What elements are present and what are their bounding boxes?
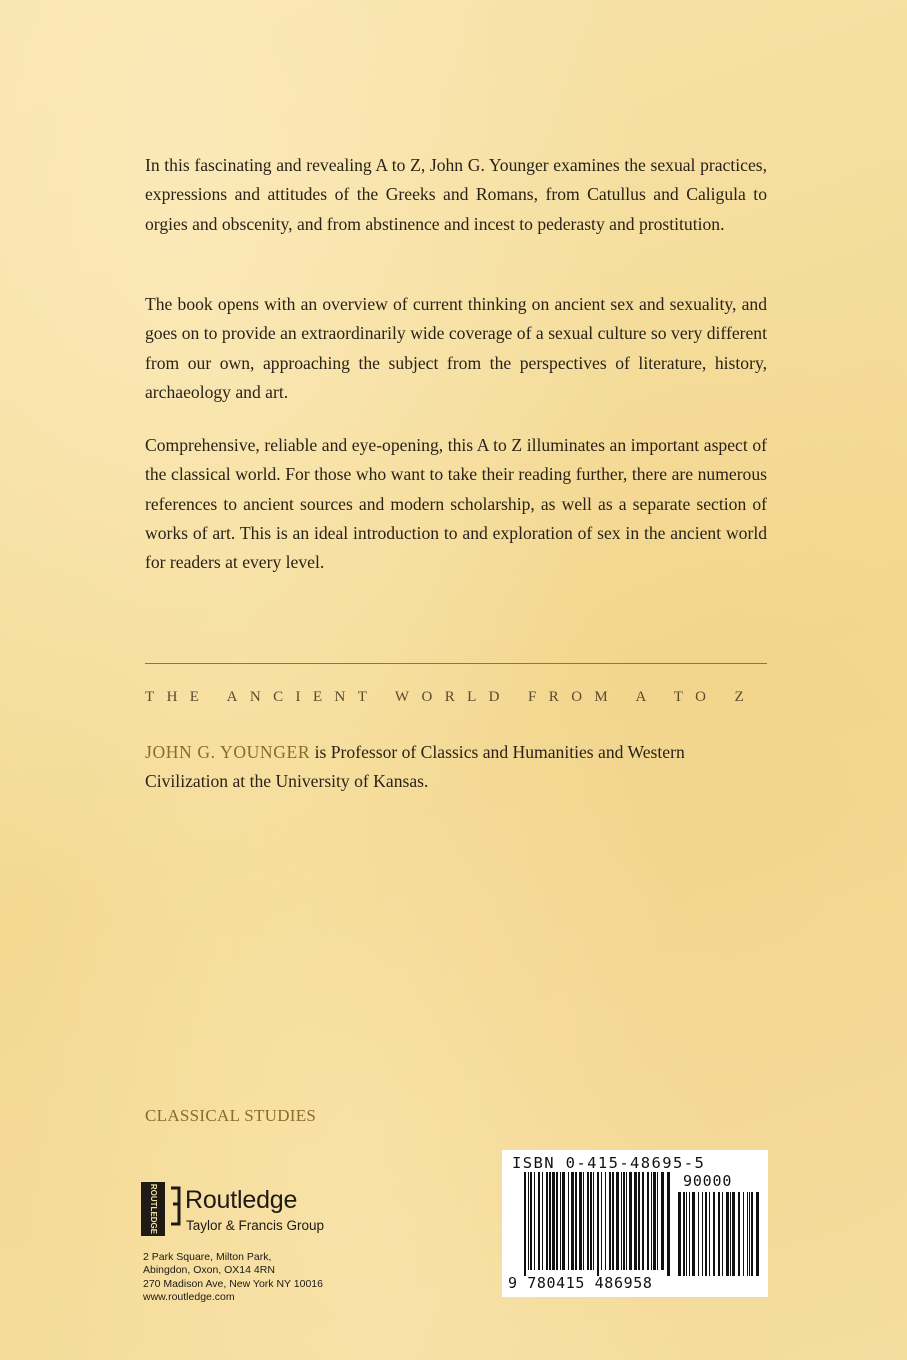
barcode-bar [571, 1172, 574, 1270]
publisher-logo [141, 1182, 361, 1242]
barcode-bar [556, 1172, 558, 1270]
barcode-bar [583, 1172, 584, 1270]
barcode-bar [653, 1172, 656, 1270]
barcode-bar [698, 1192, 699, 1276]
author-bio-text: is Professor of Classics and Humanities and Western Civilization at the University of Kansas. [145, 742, 685, 792]
barcode-bar [738, 1192, 740, 1276]
barcode-bar [629, 1172, 632, 1270]
barcode-bar [705, 1192, 707, 1276]
barcode-bar [657, 1172, 658, 1270]
barcode-bar [667, 1172, 670, 1276]
barcode-bar [562, 1172, 565, 1270]
barcode-bar [709, 1192, 710, 1276]
barcode-bar [743, 1192, 744, 1276]
barcode-bar [713, 1192, 715, 1276]
author-name: JOHN G. YOUNGER [145, 742, 311, 762]
barcode-bar [528, 1172, 529, 1270]
blurb-paragraph-1: In this fascinating and revealing A to Z, John G. Younger examines the sexual practices, expressions and attitudes of the Greeks and Romans, from Catullus and Caligula to orgies and obscenity, and from abstinence and incest to pederasty and prostitution. [145, 155, 767, 234]
logo-bracket-icon [169, 1186, 183, 1226]
barcode-bar [651, 1172, 652, 1270]
address-line: Abingdon, Oxon, OX14 4RN [143, 1264, 275, 1277]
barcode-bar [730, 1192, 731, 1276]
barcode-bar [749, 1192, 750, 1276]
barcode-bar [612, 1172, 614, 1270]
address-line: 2 Park Square, Milton Park, [143, 1251, 272, 1263]
barcode-bar [683, 1192, 685, 1276]
barcode-bar [702, 1192, 703, 1276]
barcode-bar [593, 1172, 594, 1270]
barcode-bar [542, 1172, 543, 1270]
barcode-bar [524, 1172, 526, 1276]
barcode-bar [647, 1172, 649, 1270]
barcode-bar [587, 1172, 589, 1270]
barcode-bar [634, 1172, 637, 1270]
routledge-logo-icon [141, 1182, 165, 1236]
barcode-bar [597, 1172, 599, 1276]
barcode-bar [579, 1172, 582, 1270]
barcode-bar [718, 1192, 720, 1276]
barcode-bar [756, 1192, 759, 1276]
series-title: THE ANCIENT WORLD FROM A TO Z [145, 689, 757, 705]
subject-category: CLASSICAL STUDIES [145, 1106, 317, 1125]
barcode-bar [601, 1172, 602, 1270]
barcode-bar [661, 1172, 664, 1270]
publisher-website: www.routledge.com [143, 1290, 235, 1303]
series-divider [145, 663, 767, 664]
barcode-bar [621, 1172, 622, 1270]
barcode-bar [534, 1172, 535, 1270]
blurb-paragraph-3: Comprehensive, reliable and eye-opening, this A to Z illuminates an important aspect of the classical world. For those who want to take their reading further, there are numerous references to ancient sources and modern scholarship, as well as a separate section of works of art. This is an ideal introduction to and exploration of sex in the ancient world for readers at every level. [145, 435, 767, 573]
publisher-group: Taylor & Francis Group [186, 1218, 325, 1233]
blurb-paragraph-2: The book opens with an overview of current thinking on ancient sex and sexuality, and goes on to provide an extraordinarily wide coverage of a sexual culture so very different from our own, approaching the subject from the perspectives of literature, history, archaeology and art. [145, 294, 767, 402]
barcode-bar [626, 1172, 627, 1270]
barcode-bar [726, 1192, 729, 1276]
barcode-bar [678, 1192, 681, 1276]
barcode-bar [616, 1172, 619, 1270]
logo-mark-text: ROUTLEDGE [148, 1183, 158, 1235]
barcode-bar [638, 1172, 640, 1270]
publisher-address [143, 1251, 323, 1304]
barcode-addon: 90000 [683, 1172, 733, 1190]
barcode-bar [732, 1192, 735, 1276]
barcode-bar [692, 1192, 695, 1276]
barcode-bar [642, 1172, 644, 1270]
barcode-bar [560, 1172, 561, 1270]
address-line: 270 Madison Ave, New York NY 10016 [143, 1277, 323, 1290]
barcode-bar [686, 1192, 687, 1276]
barcode-bar [623, 1172, 625, 1270]
barcode-bar [689, 1192, 690, 1276]
ean-digits: 9 780415 486958 [508, 1274, 653, 1292]
barcode-bar [609, 1172, 611, 1270]
barcode-bar [530, 1172, 532, 1270]
barcode-bar [747, 1192, 748, 1276]
author-bio [145, 738, 767, 797]
barcode-bar [546, 1172, 548, 1270]
barcode-bar [590, 1172, 592, 1270]
barcode-bar [568, 1172, 569, 1270]
barcode-bar [575, 1172, 577, 1270]
isbn-label: ISBN 0-415-48695-5 [512, 1154, 706, 1172]
barcode-bar [549, 1172, 551, 1270]
barcode-bar [552, 1172, 555, 1270]
barcode-bar [751, 1192, 753, 1276]
barcode-bar [538, 1172, 540, 1270]
publisher-name: Routledge [185, 1186, 298, 1214]
barcode-bar [722, 1192, 723, 1276]
barcode-panel [502, 1150, 768, 1297]
barcode-bar [605, 1172, 606, 1270]
